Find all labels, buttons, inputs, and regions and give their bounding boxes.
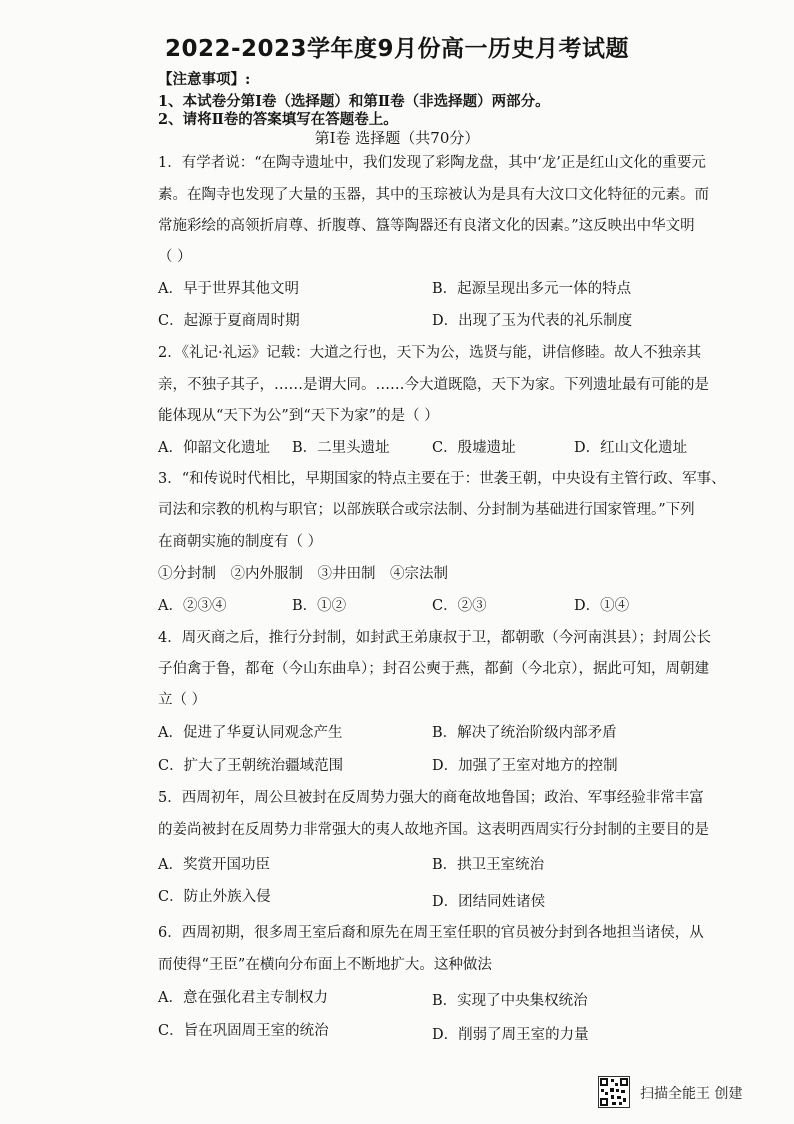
question-5-option-b: B．拱卫王室统治 <box>432 857 545 873</box>
question-4-option-b: B．解决了统治阶级内部矛盾 <box>432 725 617 741</box>
question-5-option-d: D．团结同姓诸侯 <box>432 894 546 910</box>
question-5-option-a: A．奖赏开国功臣 <box>158 857 270 873</box>
question-3-option-b: B．①② <box>292 598 347 614</box>
question-2-option-c: C．殷墟遗址 <box>432 440 516 456</box>
question-5-line: 的姜尚被封在反周势力非常强大的夷人故地齐国。这表明西周实行分封制的主要目的是 <box>158 822 709 838</box>
question-4-line: 4．周灭商之后，推行分封制，如封武王弟康叔于卫，都朝歌（今河南淇县）；封周公长 <box>158 630 711 646</box>
question-2-line: 能体现从“天下为公”到“天下为家”的是（ ） <box>158 408 439 424</box>
section-title: 第Ⅰ卷 选择题（共70分） <box>314 129 480 147</box>
question-2-option-b: B．二里头遗址 <box>292 440 390 456</box>
question-3-option-a: A．②③④ <box>158 598 227 614</box>
scanner-text: 扫描全能王 创建 <box>640 1086 743 1102</box>
question-2-option-d: D．红山文化遗址 <box>574 440 688 456</box>
question-3-line: 司法和宗教的机构与职官；以部族联合或宗法制、分封制为基础进行国家管理。”下列 <box>158 502 695 518</box>
question-2-option-a: A．仰韶文化遗址 <box>158 440 270 456</box>
question-4-option-c: C．扩大了王朝统治疆域范围 <box>158 758 344 774</box>
question-1-line: 1．有学者说：“在陶寺遗址中，我们发现了彩陶龙盘，其中‘龙’正是红山文化的重要元 <box>158 155 706 171</box>
question-1-line: 素。在陶寺也发现了大量的玉器，其中的玉琮被认为是具有大汶口文化特征的元素。而 <box>158 187 709 203</box>
question-1-option-b: B．起源呈现出多元一体的特点 <box>432 281 632 297</box>
notice-item: 1、本试卷分第Ⅰ卷（选择题）和第Ⅱ卷（非选择题）两部分。 <box>158 93 550 110</box>
question-4-line: 子伯禽于鲁，都奄（今山东曲阜）；封召公奭于燕，都蓟（今北京），据此可知，周朝建 <box>158 661 709 677</box>
question-3-line: 3．“和传说时代相比，早期国家的特点主要在于：世袭王朝，中央设有主管行政、军事、 <box>158 471 726 487</box>
notice-heading: 【注意事项】: <box>158 71 251 88</box>
question-6-option-a: A．意在强化君主专制权力 <box>158 990 328 1006</box>
question-3-option-d: D．①④ <box>574 598 630 614</box>
question-2-line: 亲，不独子其子，……是谓大同。……今大道既隐，天下为家。下列遗址最有可能的是 <box>158 377 709 393</box>
question-3-option-c: C．②③ <box>432 598 487 614</box>
question-6-option-c: C．旨在巩固周王室的统治 <box>158 1023 329 1039</box>
question-6-line: 而使得“王臣”在横向分布面上不断地扩大。这种做法 <box>158 957 492 973</box>
scanner-footer <box>598 1076 778 1110</box>
question-1-line: （ ） <box>158 249 192 265</box>
question-4-line: 立（ ） <box>158 692 207 708</box>
qr-code-icon <box>598 1076 630 1108</box>
question-5-option-c: C．防止外族入侵 <box>158 889 271 905</box>
question-6-option-b: B．实现了中央集权统治 <box>432 993 588 1009</box>
question-2-line: 2．《礼记·礼运》记载：大道之行也，天下为公，选贤与能，讲信修睦。故人不独亲其 <box>158 345 702 361</box>
question-1-option-c: C．起源于夏商周时期 <box>158 313 300 329</box>
question-4-option-a: A．促进了华夏认同观念产生 <box>158 725 343 741</box>
page-title: 2022-2023学年度9月份高一历史月考试题 <box>164 36 630 62</box>
question-1-line: 常施彩绘的高领折肩尊、折腹尊、簋等陶器还有良渚文化的因素。”这反映出中华文明 <box>158 218 695 234</box>
question-1-option-d: D．出现了玉为代表的礼乐制度 <box>432 313 633 329</box>
question-5-line: 5．西周初年，周公旦被封在反周势力强大的商奄故地鲁国；政治、军事经验非常丰富 <box>158 790 704 806</box>
question-1-option-a: A．早于世界其他文明 <box>158 281 299 297</box>
question-6-option-d: D．削弱了周王室的力量 <box>432 1027 589 1043</box>
question-3-line: 在商朝实施的制度有（ ） <box>158 534 323 550</box>
notice-item: 2、请将Ⅱ卷的答案填写在答题卷上。 <box>158 111 398 128</box>
question-4-option-d: D．加强了王室对地方的控制 <box>432 758 618 774</box>
question-6-line: 6．西周初期，很多周王室后裔和原先在周王室任职的官员被分封到各地担当诸侯，从 <box>158 925 704 941</box>
question-3-items: ①分封制 ②内外服制 ③井田制 ④宗法制 <box>158 566 448 582</box>
